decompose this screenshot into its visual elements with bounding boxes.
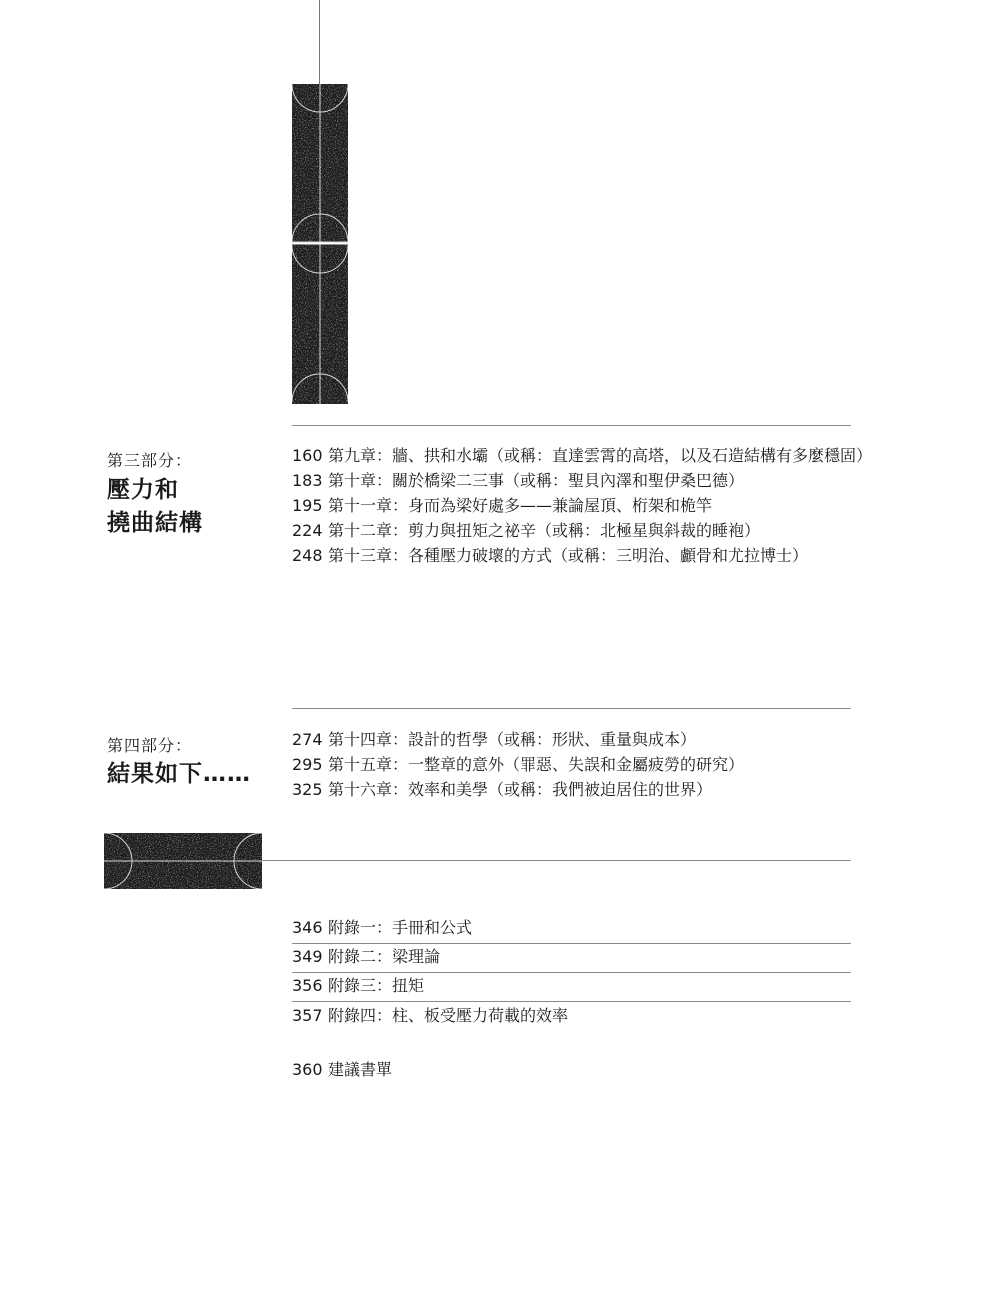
chapter-title: 第十六章：效率和美學（或稱：我們被迫居住的世界） — [328, 780, 713, 799]
chapter-title: 第十五章：一整章的意外（罪惡、失誤和金屬疲勞的研究） — [328, 755, 745, 774]
decorative-horizontal-stone-block — [104, 833, 262, 889]
chapter-title: 第九章：牆、拱和水壩（或稱：直達雲霄的高塔，以及石造結構有多麼穩固） — [328, 446, 873, 465]
toc-entry[interactable] — [292, 777, 744, 802]
part3-chapter-list — [292, 443, 872, 568]
toc-entry[interactable] — [292, 543, 872, 568]
appendix-entry[interactable] — [292, 1002, 851, 1031]
toc-entry[interactable] — [292, 727, 744, 752]
reading-list-title: 建議書單 — [328, 1060, 393, 1079]
part3-title-line2: 撓曲結構 — [107, 510, 203, 536]
toc-entry[interactable] — [292, 443, 872, 468]
page-number: 295 — [292, 755, 323, 774]
appendix-entry[interactable] — [292, 972, 851, 1002]
chapter-title: 第十四章：設計的哲學（或稱：形狀、重量與成本） — [328, 730, 697, 749]
chapter-title: 第十二章：剪力與扭矩之祕辛（或稱：北極星與斜裁的睡袍） — [328, 521, 761, 540]
appendix-title: 附錄三：扭矩 — [328, 976, 425, 995]
page-number: 160 — [292, 446, 323, 465]
appendix-entry[interactable] — [292, 943, 851, 973]
toc-entry[interactable] — [292, 493, 872, 518]
page-number: 325 — [292, 780, 323, 799]
part3-top-rule — [292, 425, 851, 426]
page-number: 224 — [292, 521, 323, 540]
appendix-top-rule — [262, 860, 851, 861]
part4-title: 結果如下…… — [107, 761, 251, 787]
page-number: 346 — [292, 918, 323, 937]
part3-title-line1: 壓力和 — [107, 477, 179, 503]
chapter-title: 第十章：關於橋梁二三事（或稱：聖貝內澤和聖伊桑巴德） — [328, 471, 745, 490]
page-number: 274 — [292, 730, 323, 749]
page-number: 248 — [292, 546, 323, 565]
page-number: 183 — [292, 471, 323, 490]
part4-label: 第四部分： — [107, 736, 193, 755]
page-number: 357 — [292, 1006, 323, 1025]
reading-list-entry[interactable] — [292, 1056, 851, 1085]
toc-entry[interactable] — [292, 468, 872, 493]
appendix-title: 附錄四：柱、板受壓力荷載的效率 — [328, 1006, 569, 1025]
toc-entry[interactable] — [292, 518, 872, 543]
chapter-title: 第十三章：各種壓力破壞的方式（或稱：三明治、顱骨和尤拉博士） — [328, 546, 809, 565]
part4-chapter-list — [292, 727, 744, 802]
decorative-vertical-stone-block — [292, 84, 348, 404]
appendix-entry[interactable] — [292, 914, 851, 944]
part3-label: 第三部分： — [107, 451, 193, 470]
part4-top-rule — [292, 708, 851, 709]
page-number: 356 — [292, 976, 323, 995]
page-number: 195 — [292, 496, 323, 515]
page-number: 360 — [292, 1060, 323, 1079]
toc-entry[interactable] — [292, 752, 744, 777]
chapter-title: 第十一章：身而為梁好處多——兼論屋頂、桁架和桅竿 — [328, 496, 713, 515]
appendix-title: 附錄二：梁理論 — [328, 947, 441, 966]
page-number: 349 — [292, 947, 323, 966]
top-thread-line — [319, 0, 320, 84]
appendix-title: 附錄一：手冊和公式 — [328, 918, 473, 937]
